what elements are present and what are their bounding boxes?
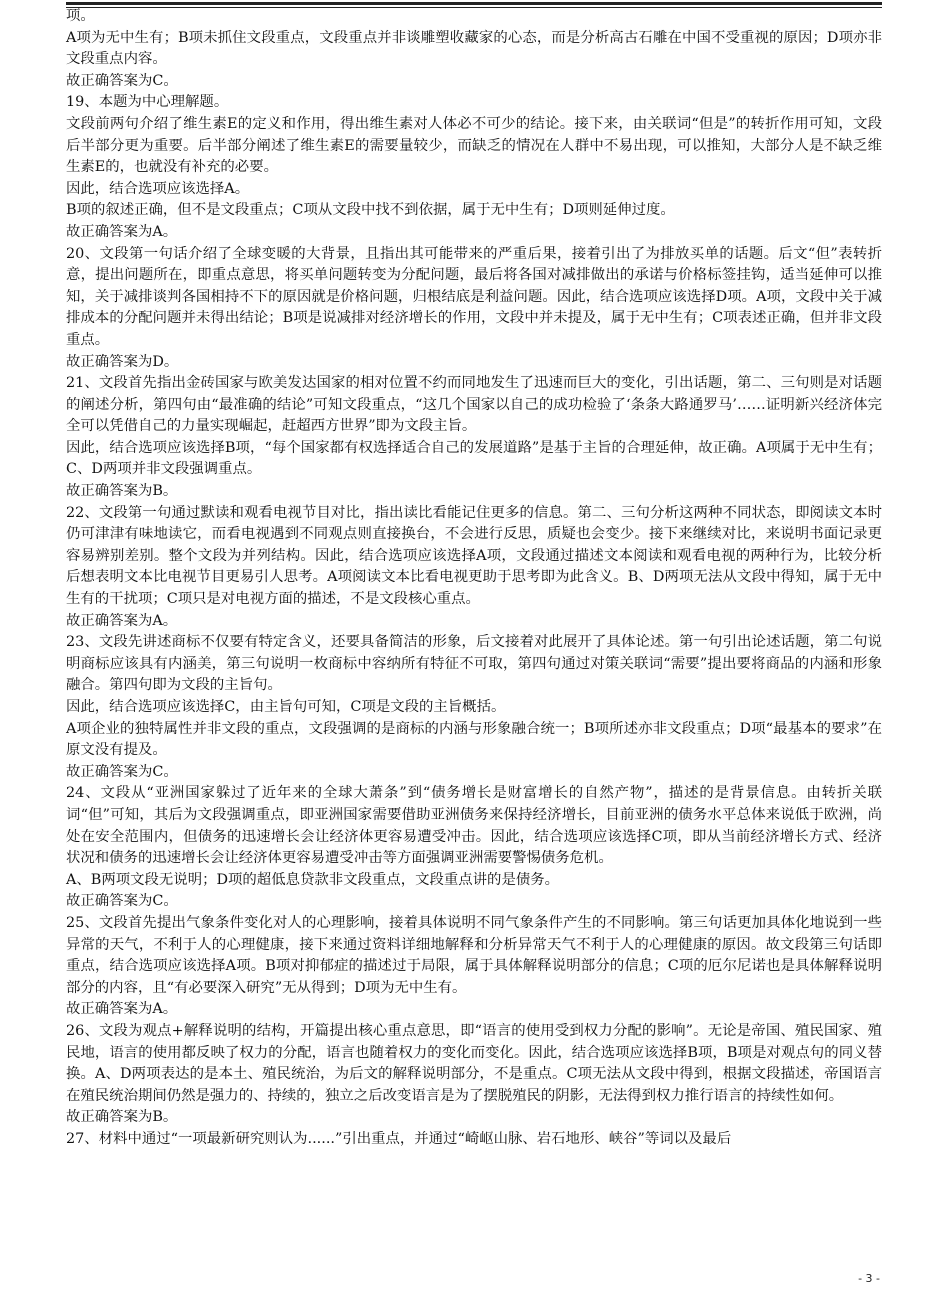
paragraph: 故正确答案为A。 — [66, 1001, 178, 1018]
paragraph: 故正确答案为C。 — [66, 763, 178, 780]
paragraph: 故正确答案为C。 — [66, 72, 178, 89]
paragraph: A项企业的独特属性并非文段的重点，文段强调的是商标的内涵与形象融合统一；B项所述亦非文段重点；D项“最基本的要求”在原文没有提及。 — [66, 720, 882, 759]
paragraph: A项为无中生有；B项未抓住文段重点，文段重点并非谈雕塑收藏家的心态，而是分析高古石雕在中国不受重视的原因；D项亦非文段重点内容。 — [66, 29, 882, 68]
paragraph: 故正确答案为B。 — [66, 483, 178, 500]
paragraph: 因此，结合选项应该选择C，由主旨句可知，C项是文段的主旨概括。 — [66, 699, 506, 715]
paragraph: 因此，结合选项应该选择A。 — [66, 180, 250, 197]
paragraph: 25、文段首先提出气象条件变化对人的心理影响，接着具体说明不同气象条件产生的不同影响。第三句话更加具体化地说到一些异常的天气，不利于人的心理健康，接下来通过资料详细地解释和分析异常天气不利于人的心理健康的原因。故文段第三句话即重点，结合选项应该选择A项。B项对抑郁症的描述过于局限，属于具体解释说明部分的信息；C项的厄尔尼诺也是具体解释说明部分的内容，且“有必要深入研究”无从得到；D项为无中生有。 — [66, 914, 882, 996]
paragraph: 因此，结合选项应该选择B项，“每个国家都有权选择适合自己的发展道路”是基于主旨的合理延伸，故正确。A项属于无中生有；C、D两项并非文段强调重点。 — [66, 439, 882, 478]
paragraph: 23、文段先讲述商标不仅要有特定含义，还要具备简洁的形象，后文接着对此展开了具体论述。第一句引出论述话题，第二句说明商标应该具有内涵美，第三句说明一枚商标中容纳所有特征不可取，第四句通过对策关联词“需要”提出要将商品的内涵和形象融合。第四句即为文段的主旨句。 — [66, 634, 882, 694]
paragraph: 故正确答案为A。 — [66, 612, 178, 629]
paragraph: 故正确答案为A。 — [66, 223, 178, 240]
paragraph: 27、材料中通过“一项最新研究则认为......”引出重点，并通过“崎岖山脉、岩石地形、峡谷”等词以及最后 — [66, 1130, 732, 1147]
paragraph: 24、文段从“亚洲国家躲过了近年来的全球大萧条”到“债务增长是财富增长的自然产物”，描述的是背景信息。由转折关联词“但”可知，其后为文段强调重点，即亚洲国家需要借助亚洲债务来保持经济增长，目前亚洲的债务水平总体来说低于欧洲，尚处在安全范围内，但债务的迅速增长会让经济体更容易遭受冲击。因此，结合选项应该选择C项，即从当前经济增长方式、经济状况和债务的迅速增长会让经济体更容易遭受冲击等方面强调亚洲需要警惕债务危机。 — [66, 785, 882, 867]
paragraph: 文段前两句介绍了维生素E的定义和作用，得出维生素对人体必不可少的结论。接下来，由关联词“但是”的转折作用可知，文段后半部分更为重要。后半部分阐述了维生素E的需要量较少，而缺乏的情况在人群中不易出现，可以推知，大部分人是不缺乏维生素E的，也就没有补充的必要。 — [66, 115, 882, 176]
header-rule-thick — [66, 2, 882, 5]
paragraph: 项。 — [66, 8, 95, 24]
paragraph: 26、文段为观点+解释说明的结构，开篇提出核心重点意思，即“语言的使用受到权力分配的影响”。无论是帝国、殖民国家、殖民地，语言的使用都反映了权力的分配，语言也随着权力的变化而变化。因此，结合选项应该选择B项，B项是对观点句的同义替换。A、D两项表达的是本土、殖民统治，为后文的解释说明部分，不是重点。C项无法从文段中得到，根据文段描述，帝国语言在殖民统治期间仍然是强力的、持续的，独立之后改变语言是为了摆脱殖民的阴影，无法得到权力推行语言的持续性如何。 — [66, 1022, 882, 1104]
paragraph: B项的叙述正确，但不是文段重点；C项从文段中找不到依据，属于无中生有；D项则延伸过度。 — [66, 202, 675, 219]
paragraph: 故正确答案为C。 — [66, 893, 178, 910]
paragraph: A、B两项文段无说明；D项的超低息贷款非文段重点，文段重点讲的是债务。 — [66, 871, 560, 888]
paragraph: 19、本题为中心理解题。 — [66, 94, 229, 111]
paragraph: 20、文段第一句话介绍了全球变暖的大背景，且指出其可能带来的严重后果，接着引出了为排放买单的话题。后文“但”表转折意，提出问题所在，即重点意思，将买单问题转变为分配问题，最后将各国对减排做出的承诺与价格标签挂钩，适当延伸可以推知，关于减排谈判各国相持不下的原因就是价格问题，归根结底是利益问题。因此，结合选项应该选择D项。A项，文段中关于减排成本的分配问题并未得出结论；B项是说减排对经济增长的作用，文段中并未提及，属于无中生有；C项表述正确，但并非文段重点。 — [66, 245, 882, 348]
paragraph: 故正确答案为D。 — [66, 353, 179, 370]
page-number: - 3 - — [858, 1272, 880, 1285]
paragraph: 21、文段首先指出金砖国家与欧美发达国家的相对位置不约而同地发生了迅速而巨大的变化，引出话题，第二、三句则是对话题的阐述分析，第四句由“最准确的结论”可知文段重点，“这几个国家以自己的成功检验了‘条条大路通罗马’……证明新兴经济体完全可以凭借自己的力量实现崛起，赶超西方世界”即为文段主旨。 — [66, 375, 882, 435]
paragraph: 22、文段第一句通过默读和观看电视节目对比，指出读比看能记住更多的信息。第二、三句分析这两种不同状态，即阅读文本时仍可津津有味地读它，而看电视遇到不同观点则直接换台，不会进行反思，质疑也会变少。接下来继续对比，来说明书面记录更容易辨别差别。整个文段为并列结构。因此，结合选项应该选择A项，文段通过描述文本阅读和观看电视的两种行为，比较分析后想表明文本比电视节目更易引人思考。A项阅读文本比看电视更助于思考即为此含义。B、D两项无法从文段中得知，属于无中生有的干扰项；C项只是对电视方面的描述，不是文段核心重点。 — [66, 504, 882, 608]
document-body — [66, 6, 882, 1150]
paragraph: 故正确答案为B。 — [66, 1109, 178, 1126]
